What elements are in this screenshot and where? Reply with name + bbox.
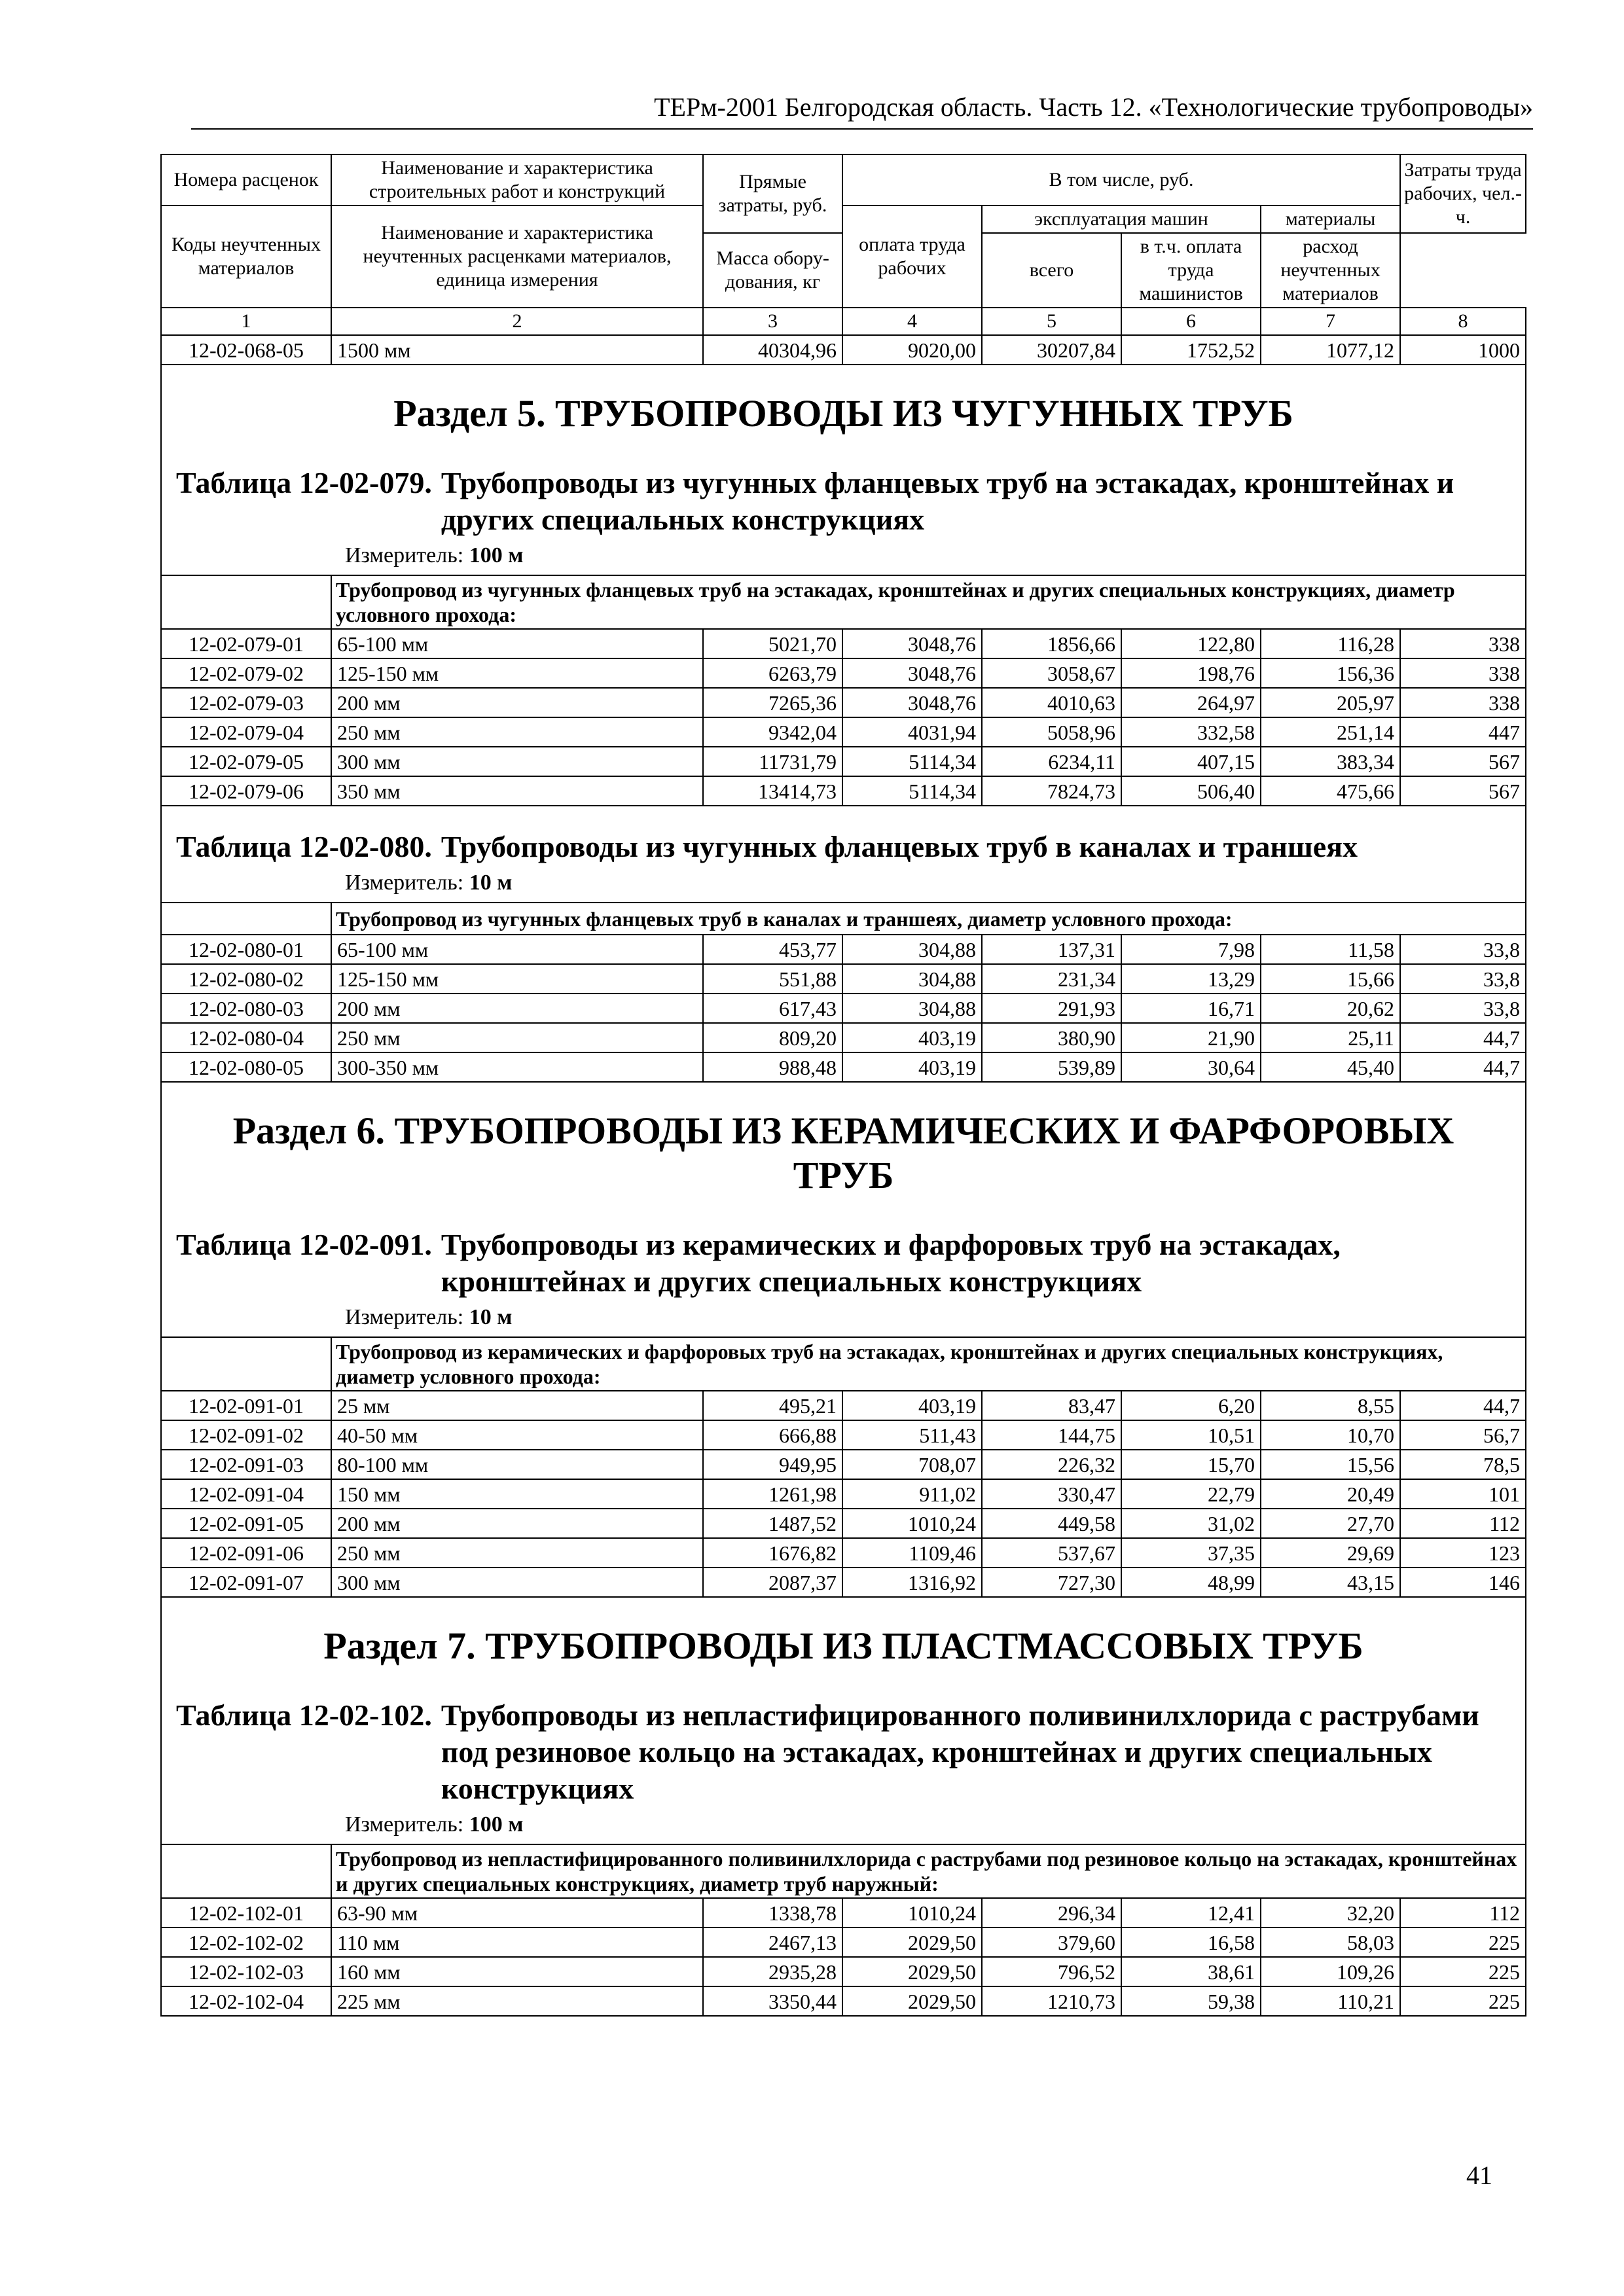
section-block: [161, 1082, 1526, 1211]
cell-labor: 225: [1400, 1928, 1526, 1957]
table-row: [161, 935, 1526, 964]
cell-rate-code: 12-02-102-03: [161, 1957, 331, 1986]
cell-materials: 383,34: [1261, 747, 1400, 776]
cell-materials: 15,56: [1261, 1450, 1400, 1479]
col-header-wages: оплата труда рабочих: [842, 206, 982, 308]
cell-rate-code: 12-02-091-03: [161, 1450, 331, 1479]
col-header-machines: эксплуатация машин: [982, 206, 1261, 233]
cell-machines-total: 449,58: [982, 1509, 1121, 1538]
cell-rate-name: 250 мм: [331, 1023, 703, 1052]
col-number: 8: [1400, 308, 1526, 335]
cell-wages: 2029,50: [842, 1928, 982, 1957]
table-name: Трубопроводы из чугунных фланцевых труб на эстакадах, кронштейнах и других специальных конструкциях: [441, 466, 1454, 536]
measure-label: Измеритель:: [345, 1305, 464, 1329]
col-header-work-name: Наименование и характеристика строительных работ и конструкций: [331, 154, 703, 206]
cell-materials: 156,36: [1261, 658, 1400, 688]
group-code-cell: [161, 575, 331, 629]
cell-wages: 9020,00: [842, 335, 982, 365]
cell-labor: 567: [1400, 776, 1526, 806]
cell-machinist-wages: 37,35: [1121, 1538, 1261, 1568]
cell-materials: 205,97: [1261, 688, 1400, 717]
table-row: [161, 658, 1526, 688]
cell-machinist-wages: 15,70: [1121, 1450, 1261, 1479]
table-number: Таблица 12-02-079.: [176, 466, 432, 499]
cell-labor: 225: [1400, 1986, 1526, 2016]
table-title: [162, 1211, 1525, 1300]
cell-labor: 338: [1400, 658, 1526, 688]
cell-rate-name: 25 мм: [331, 1391, 703, 1420]
cell-materials: 8,55: [1261, 1391, 1400, 1420]
cell-direct-costs: 11731,79: [703, 747, 842, 776]
cell-rate-name: 250 мм: [331, 717, 703, 747]
cell-machinist-wages: 198,76: [1121, 658, 1261, 688]
group-row: [161, 1337, 1526, 1391]
cell-machines-total: 379,60: [982, 1928, 1121, 1957]
group-code-cell: [161, 1337, 331, 1391]
cell-materials: 43,15: [1261, 1568, 1400, 1597]
cell-materials: 20,62: [1261, 994, 1400, 1023]
table-name: Трубопроводы из чугунных фланцевых труб в каналах и траншеях: [441, 830, 1358, 863]
cell-materials: 110,21: [1261, 1986, 1400, 2016]
table-row: [161, 1052, 1526, 1082]
table-number: Таблица 12-02-102.: [176, 1698, 432, 1732]
cell-machinist-wages: 22,79: [1121, 1479, 1261, 1509]
cell-machines-total: 83,47: [982, 1391, 1121, 1420]
measure-unit: [162, 538, 1525, 575]
col-number: 6: [1121, 308, 1261, 335]
cell-machinist-wages: 30,64: [1121, 1052, 1261, 1082]
group-row: [161, 575, 1526, 629]
cell-rate-name: 40-50 мм: [331, 1420, 703, 1450]
table-row: [161, 1986, 1526, 2016]
col-header-mass: Масса обору-дования, кг: [703, 233, 842, 308]
cell-materials: 45,40: [1261, 1052, 1400, 1082]
cell-labor: 146: [1400, 1568, 1526, 1597]
cell-labor: 338: [1400, 688, 1526, 717]
rates-table: [160, 154, 1526, 2017]
cell-materials: 15,66: [1261, 964, 1400, 994]
cell-rate-name: 150 мм: [331, 1479, 703, 1509]
table-row: [161, 717, 1526, 747]
measure-unit: [162, 1300, 1525, 1336]
cell-labor: 225: [1400, 1957, 1526, 1986]
cell-machines-total: 796,52: [982, 1957, 1121, 1986]
cell-labor: 33,8: [1400, 964, 1526, 994]
cell-rate-code: 12-02-091-05: [161, 1509, 331, 1538]
col-header-material-codes: Коды неучтенных материалов: [161, 206, 331, 308]
cell-rate-name: 250 мм: [331, 1538, 703, 1568]
cell-machines-total: 30207,84: [982, 335, 1121, 365]
cell-wages: 403,19: [842, 1391, 982, 1420]
cell-wages: 304,88: [842, 994, 982, 1023]
cell-machines-total: 4010,63: [982, 688, 1121, 717]
cell-machinist-wages: 31,02: [1121, 1509, 1261, 1538]
table-row: [161, 1391, 1526, 1420]
col-header-including: В том числе, руб.: [842, 154, 1400, 206]
cell-direct-costs: 13414,73: [703, 776, 842, 806]
cell-direct-costs: 809,20: [703, 1023, 842, 1052]
cell-machinist-wages: 10,51: [1121, 1420, 1261, 1450]
cell-rate-name: 63-90 мм: [331, 1898, 703, 1928]
table-row: [161, 1957, 1526, 1986]
table-row: [161, 629, 1526, 658]
cell-direct-costs: 1261,98: [703, 1479, 842, 1509]
col-header-material-name: Наименование и характеристика неучтенных расценками материалов, единица измерения: [331, 206, 703, 308]
cell-materials: 29,69: [1261, 1538, 1400, 1568]
table-heading-block: [161, 1681, 1526, 1844]
col-number: 4: [842, 308, 982, 335]
col-number: 5: [982, 308, 1121, 335]
section-title: Раздел 7. ТРУБОПРОВОДЫ ИЗ ПЛАСТМАССОВЫХ ТРУБ: [323, 1624, 1363, 1667]
cell-direct-costs: 7265,36: [703, 688, 842, 717]
table-row: [161, 1509, 1526, 1538]
cell-direct-costs: 666,88: [703, 1420, 842, 1450]
cell-machinist-wages: 13,29: [1121, 964, 1261, 994]
col-header-direct-costs: Прямые затраты, руб.: [703, 154, 842, 233]
col-header-rate-numbers: Номера расценок: [161, 154, 331, 206]
cell-labor: 56,7: [1400, 1420, 1526, 1450]
cell-rate-code: 12-02-080-02: [161, 964, 331, 994]
col-number: 7: [1261, 308, 1400, 335]
cell-machines-total: 291,93: [982, 994, 1121, 1023]
cell-machines-total: 539,89: [982, 1052, 1121, 1082]
cell-machinist-wages: 38,61: [1121, 1957, 1261, 1986]
cell-machines-total: 144,75: [982, 1420, 1121, 1450]
group-code-cell: [161, 903, 331, 935]
cell-direct-costs: 2467,13: [703, 1928, 842, 1957]
table-row: [161, 776, 1526, 806]
col-header-machinist-wages: в т.ч. оплата труда машинистов: [1121, 233, 1261, 308]
cell-wages: 4031,94: [842, 717, 982, 747]
col-header-materials: материалы: [1261, 206, 1400, 233]
cell-rate-name: 200 мм: [331, 994, 703, 1023]
cell-materials: 27,70: [1261, 1509, 1400, 1538]
cell-rate-code: 12-02-079-02: [161, 658, 331, 688]
cell-wages: 403,19: [842, 1052, 982, 1082]
cell-machinist-wages: 16,71: [1121, 994, 1261, 1023]
cell-rate-code: 12-02-079-06: [161, 776, 331, 806]
cell-machines-total: 231,34: [982, 964, 1121, 994]
measure-value: 100 м: [469, 1812, 524, 1837]
cell-direct-costs: 9342,04: [703, 717, 842, 747]
page-number: 41: [1466, 2161, 1492, 2190]
cell-wages: 5114,34: [842, 776, 982, 806]
cell-direct-costs: 949,95: [703, 1450, 842, 1479]
cell-rate-name: 80-100 мм: [331, 1450, 703, 1479]
cell-labor: 1000: [1400, 335, 1526, 365]
cell-rate-code: 12-02-068-05: [161, 335, 331, 365]
cell-rate-name: 300 мм: [331, 1568, 703, 1597]
cell-wages: 1316,92: [842, 1568, 982, 1597]
group-row: [161, 1844, 1526, 1898]
cell-labor: 101: [1400, 1479, 1526, 1509]
group-description: Трубопровод из непластифицированного поливинилхлорида с раструбами под резиновое кольцо на эстакадах, кронштейнах и других специальных конструкциях, диаметр труб наружный:: [331, 1844, 1526, 1898]
cell-machinist-wages: 59,38: [1121, 1986, 1261, 2016]
cell-labor: 33,8: [1400, 935, 1526, 964]
cell-machinist-wages: 122,80: [1121, 629, 1261, 658]
cell-wages: 403,19: [842, 1023, 982, 1052]
cell-rate-code: 12-02-080-01: [161, 935, 331, 964]
cell-rate-code: 12-02-091-01: [161, 1391, 331, 1420]
cell-wages: 708,07: [842, 1450, 982, 1479]
cell-labor: 44,7: [1400, 1052, 1526, 1082]
cell-machines-total: 1856,66: [982, 629, 1121, 658]
cell-rate-code: 12-02-102-01: [161, 1898, 331, 1928]
table-row: [161, 1420, 1526, 1450]
cell-labor: 338: [1400, 629, 1526, 658]
table-name: Трубопроводы из непластифицированного поливинилхлорида с раструбами под резиновое кольцо на эстакадах, кронштейнах и других специальных конструкциях: [441, 1698, 1479, 1805]
cell-machinist-wages: 1752,52: [1121, 335, 1261, 365]
cell-rate-code: 12-02-091-04: [161, 1479, 331, 1509]
table-title: [162, 449, 1525, 538]
measure-value: 10 м: [469, 870, 513, 895]
cell-rate-name: 125-150 мм: [331, 964, 703, 994]
cell-materials: 1077,12: [1261, 335, 1400, 365]
cell-direct-costs: 1676,82: [703, 1538, 842, 1568]
cell-materials: 116,28: [1261, 629, 1400, 658]
cell-labor: 123: [1400, 1538, 1526, 1568]
cell-machinist-wages: 332,58: [1121, 717, 1261, 747]
cell-machines-total: 137,31: [982, 935, 1121, 964]
col-header-machines-total: всего: [982, 233, 1121, 308]
cell-machinist-wages: 16,58: [1121, 1928, 1261, 1957]
cell-wages: 2029,50: [842, 1957, 982, 1986]
cell-rate-code: 12-02-091-06: [161, 1538, 331, 1568]
cell-materials: 109,26: [1261, 1957, 1400, 1986]
measure-value: 100 м: [469, 543, 524, 567]
cell-rate-name: 160 мм: [331, 1957, 703, 1986]
cell-labor: 44,7: [1400, 1023, 1526, 1052]
table-row: [161, 1568, 1526, 1597]
cell-rate-name: 300-350 мм: [331, 1052, 703, 1082]
cell-rate-name: 200 мм: [331, 688, 703, 717]
group-code-cell: [161, 1844, 331, 1898]
group-description: Трубопровод из чугунных фланцевых труб на эстакадах, кронштейнах и других специальных конструкциях, диаметр условного прохода:: [331, 575, 1526, 629]
table-title: [162, 1681, 1525, 1807]
table-row: [161, 1450, 1526, 1479]
cell-labor: 78,5: [1400, 1450, 1526, 1479]
table-row: [161, 747, 1526, 776]
cell-rate-name: 225 мм: [331, 1986, 703, 2016]
cell-direct-costs: 1338,78: [703, 1898, 842, 1928]
cell-wages: 3048,76: [842, 629, 982, 658]
cell-wages: 304,88: [842, 935, 982, 964]
measure-label: Измеритель:: [345, 543, 464, 567]
cell-machines-total: 727,30: [982, 1568, 1121, 1597]
table-body: [161, 335, 1526, 2016]
cell-direct-costs: 617,43: [703, 994, 842, 1023]
table-title: [162, 813, 1525, 865]
cell-materials: 20,49: [1261, 1479, 1400, 1509]
col-number: 3: [703, 308, 842, 335]
cell-rate-name: 200 мм: [331, 1509, 703, 1538]
section-block: [161, 1597, 1526, 1681]
cell-wages: 304,88: [842, 964, 982, 994]
cell-machinist-wages: 6,20: [1121, 1391, 1261, 1420]
cell-direct-costs: 551,88: [703, 964, 842, 994]
cell-rate-name: 300 мм: [331, 747, 703, 776]
cell-machines-total: 1210,73: [982, 1986, 1121, 2016]
cell-materials: 25,11: [1261, 1023, 1400, 1052]
cell-direct-costs: 495,21: [703, 1391, 842, 1420]
cell-wages: 3048,76: [842, 658, 982, 688]
cell-rate-code: 12-02-080-04: [161, 1023, 331, 1052]
cell-wages: 1010,24: [842, 1509, 982, 1538]
cell-rate-name: 65-100 мм: [331, 629, 703, 658]
cell-materials: 32,20: [1261, 1898, 1400, 1928]
cell-labor: 33,8: [1400, 994, 1526, 1023]
cell-rate-code: 12-02-102-02: [161, 1928, 331, 1957]
col-header-material-usage: расход неучтенных материалов: [1261, 233, 1400, 308]
cell-rate-code: 12-02-080-03: [161, 994, 331, 1023]
cell-machines-total: 5058,96: [982, 717, 1121, 747]
cell-direct-costs: 988,48: [703, 1052, 842, 1082]
measure-unit: [162, 865, 1525, 902]
table-heading-block: [161, 1211, 1526, 1337]
cell-rate-code: 12-02-091-02: [161, 1420, 331, 1450]
cell-rate-code: 12-02-079-01: [161, 629, 331, 658]
cell-direct-costs: 6263,79: [703, 658, 842, 688]
cell-wages: 2029,50: [842, 1986, 982, 2016]
table-number: Таблица 12-02-091.: [176, 1228, 432, 1261]
table-header: [161, 154, 1526, 335]
cell-materials: 10,70: [1261, 1420, 1400, 1450]
cell-direct-costs: 3350,44: [703, 1986, 842, 2016]
cell-machines-total: 537,67: [982, 1538, 1121, 1568]
cell-materials: 251,14: [1261, 717, 1400, 747]
cell-machinist-wages: 506,40: [1121, 776, 1261, 806]
cell-machines-total: 7824,73: [982, 776, 1121, 806]
table-row: [161, 964, 1526, 994]
cell-wages: 3048,76: [842, 688, 982, 717]
cell-labor: 567: [1400, 747, 1526, 776]
section-block: [161, 365, 1526, 449]
table-row: [161, 688, 1526, 717]
cell-rate-code: 12-02-079-04: [161, 717, 331, 747]
cell-rate-name: 65-100 мм: [331, 935, 703, 964]
cell-rate-name: 350 мм: [331, 776, 703, 806]
cell-rate-code: 12-02-080-05: [161, 1052, 331, 1082]
cell-rate-code: 12-02-079-05: [161, 747, 331, 776]
cell-rate-code: 12-02-102-04: [161, 1986, 331, 2016]
cell-wages: 1010,24: [842, 1898, 982, 1928]
cell-wages: 911,02: [842, 1479, 982, 1509]
measure-label: Измеритель:: [345, 870, 464, 895]
cell-wages: 1109,46: [842, 1538, 982, 1568]
cell-direct-costs: 5021,70: [703, 629, 842, 658]
cell-machines-total: 6234,11: [982, 747, 1121, 776]
group-description: Трубопровод из керамических и фарфоровых труб на эстакадах, кронштейнах и других специальных конструкциях, диаметр условного прохода:: [331, 1337, 1526, 1391]
cell-machinist-wages: 407,15: [1121, 747, 1261, 776]
cell-direct-costs: 40304,96: [703, 335, 842, 365]
section-title: Раздел 5. ТРУБОПРОВОДЫ ИЗ ЧУГУННЫХ ТРУБ: [393, 392, 1293, 435]
cell-rate-code: 12-02-079-03: [161, 688, 331, 717]
cell-direct-costs: 1487,52: [703, 1509, 842, 1538]
cell-direct-costs: 2935,28: [703, 1957, 842, 1986]
cell-wages: 511,43: [842, 1420, 982, 1450]
section-title: Раздел 6. ТРУБОПРОВОДЫ ИЗ КЕРАМИЧЕСКИХ И ФАРФОРОВЫХ ТРУБ: [232, 1109, 1454, 1196]
measure-unit: [162, 1807, 1525, 1844]
cell-machinist-wages: 21,90: [1121, 1023, 1261, 1052]
table-heading-block: [161, 813, 1526, 903]
cell-machinist-wages: 12,41: [1121, 1898, 1261, 1928]
table-row: [161, 335, 1526, 365]
cell-rate-name: 1500 мм: [331, 335, 703, 365]
cell-labor: 112: [1400, 1898, 1526, 1928]
cell-labor: 447: [1400, 717, 1526, 747]
cell-machines-total: 296,34: [982, 1898, 1121, 1928]
cell-machines-total: 226,32: [982, 1450, 1121, 1479]
cell-machines-total: 3058,67: [982, 658, 1121, 688]
table-row: [161, 1479, 1526, 1509]
cell-machinist-wages: 264,97: [1121, 688, 1261, 717]
group-row: [161, 903, 1526, 935]
cell-machines-total: 330,47: [982, 1479, 1121, 1509]
col-header-labor: Затраты труда рабочих, чел.-ч.: [1400, 154, 1526, 233]
cell-direct-costs: 2087,37: [703, 1568, 842, 1597]
cell-direct-costs: 453,77: [703, 935, 842, 964]
table-heading-block: [161, 449, 1526, 575]
running-header: ТЕРм-2001 Белгородская область. Часть 12. «Технологические трубопроводы»: [191, 89, 1533, 130]
measure-value: 10 м: [469, 1305, 513, 1329]
measure-label: Измеритель:: [345, 1812, 464, 1837]
cell-materials: 11,58: [1261, 935, 1400, 964]
cell-machines-total: 380,90: [982, 1023, 1121, 1052]
cell-rate-name: 125-150 мм: [331, 658, 703, 688]
table-row: [161, 1928, 1526, 1957]
col-number: 2: [331, 308, 703, 335]
cell-materials: 475,66: [1261, 776, 1400, 806]
column-numbers-row: [161, 308, 1526, 335]
group-description: Трубопровод из чугунных фланцевых труб в каналах и траншеях, диаметр условного прохода:: [331, 903, 1526, 935]
table-number: Таблица 12-02-080.: [176, 830, 432, 863]
cell-labor: 44,7: [1400, 1391, 1526, 1420]
cell-materials: 58,03: [1261, 1928, 1400, 1957]
cell-machinist-wages: 7,98: [1121, 935, 1261, 964]
table-row: [161, 1538, 1526, 1568]
col-number: 1: [161, 308, 331, 335]
cell-labor: 112: [1400, 1509, 1526, 1538]
cell-machinist-wages: 48,99: [1121, 1568, 1261, 1597]
spacer: [161, 806, 1526, 813]
cell-wages: 5114,34: [842, 747, 982, 776]
cell-rate-code: 12-02-091-07: [161, 1568, 331, 1597]
table-row: [161, 1898, 1526, 1928]
cell-rate-name: 110 мм: [331, 1928, 703, 1957]
table-row: [161, 994, 1526, 1023]
table-name: Трубопроводы из керамических и фарфоровых труб на эстакадах, кронштейнах и других специальных конструкциях: [441, 1228, 1341, 1298]
table-row: [161, 1023, 1526, 1052]
